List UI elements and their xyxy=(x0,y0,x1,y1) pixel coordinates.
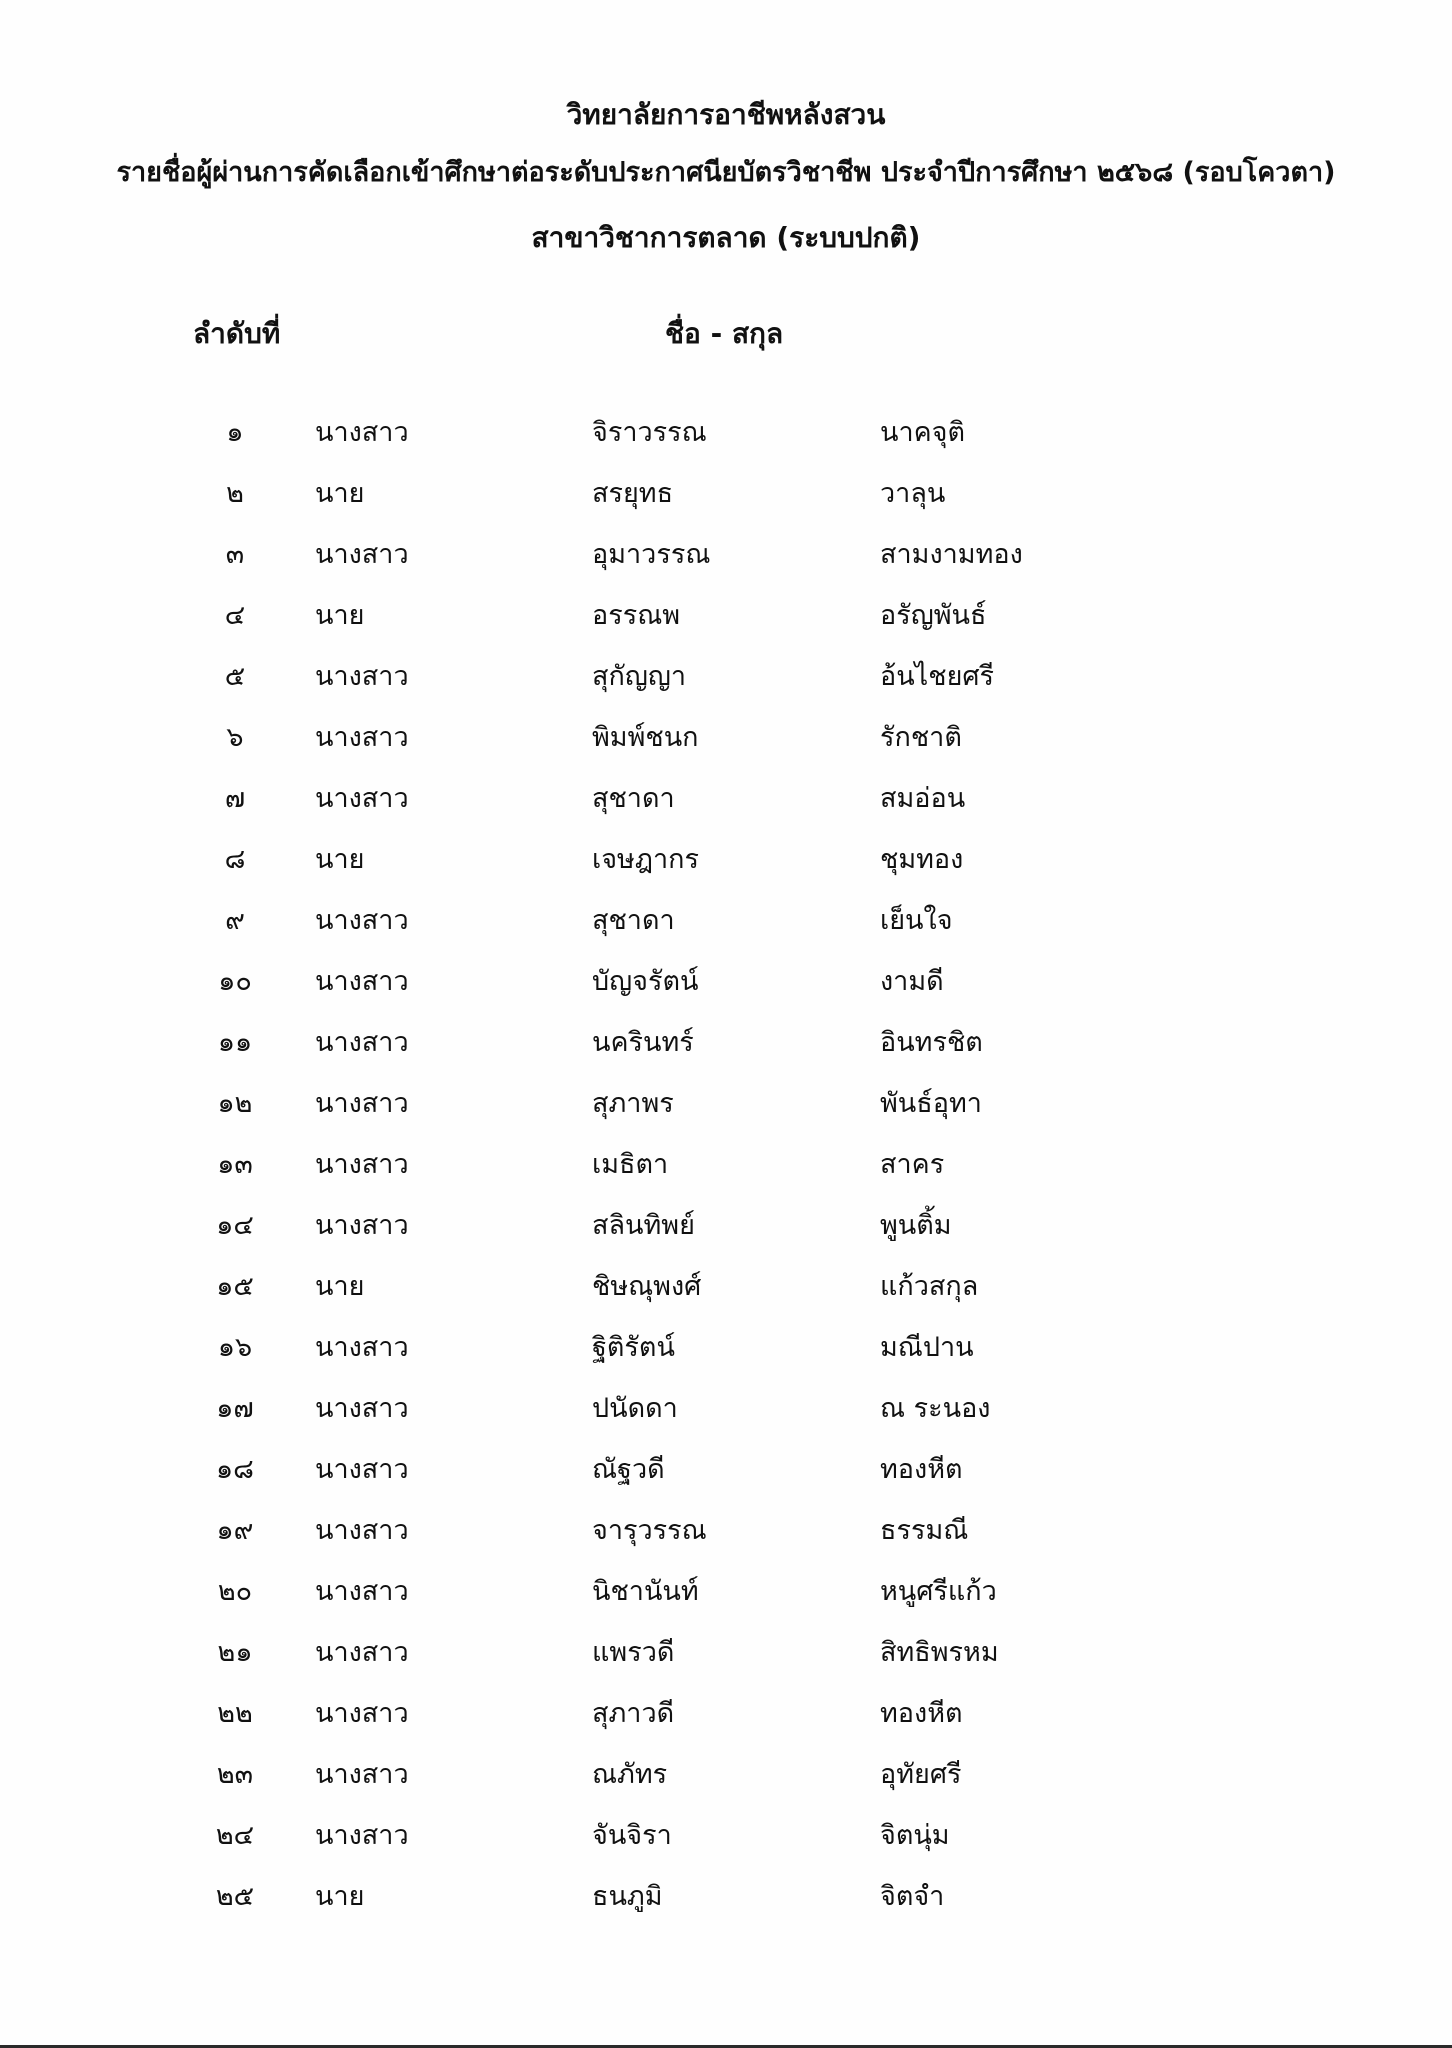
first-name: อุมาวรรณ xyxy=(592,539,711,570)
last-name: มณีปาน xyxy=(880,1332,974,1363)
row-number: ๗ xyxy=(224,783,246,814)
first-name: สุชาดา xyxy=(592,905,675,936)
first-name: นิชานันท์ xyxy=(592,1576,699,1607)
name-title: นางสาว xyxy=(315,722,409,753)
row-number: ๒๐ xyxy=(217,1576,253,1607)
name-title: นางสาว xyxy=(315,1332,409,1363)
first-name: เจษฎากร xyxy=(592,844,699,875)
row-number: ๑๒ xyxy=(217,1088,253,1119)
row-number: ๘ xyxy=(224,844,246,875)
name-title: นางสาว xyxy=(315,539,409,570)
name-title: นางสาว xyxy=(315,1088,409,1119)
table-row xyxy=(0,532,1452,593)
name-title: นางสาว xyxy=(315,1515,409,1546)
first-name: สลินทิพย์ xyxy=(592,1210,695,1241)
row-number: ๑๖ xyxy=(217,1332,253,1363)
row-number: ๒๒ xyxy=(217,1698,253,1729)
last-name: รักชาติ xyxy=(880,722,962,753)
row-number: ๒๑ xyxy=(217,1637,253,1668)
table-row xyxy=(0,1691,1452,1752)
first-name: ณัฐวดี xyxy=(592,1454,665,1485)
table-row xyxy=(0,1142,1452,1203)
first-name: ฐิติรัตน์ xyxy=(592,1332,675,1363)
name-title: นางสาว xyxy=(315,1820,409,1851)
first-name: จารุวรรณ xyxy=(592,1515,707,1546)
table-row xyxy=(0,1203,1452,1264)
announcement-title: รายชื่อผู้ผ่านการคัดเลือกเข้าศึกษาต่อระดับประกาศนียบัตรวิชาชีพ ประจำปีการศึกษา ๒๕๖๘ (รอบโควตา) xyxy=(116,157,1336,188)
first-name: นครินทร์ xyxy=(592,1027,694,1058)
table-row xyxy=(0,1020,1452,1081)
program-title: สาขาวิชาการตลาด (ระบบปกติ) xyxy=(531,221,921,254)
table-row xyxy=(0,1447,1452,1508)
name-title: นางสาว xyxy=(315,1149,409,1180)
last-name: ธรรมณี xyxy=(880,1515,969,1546)
name-title: นางสาว xyxy=(315,1576,409,1607)
last-name: อินทรชิต xyxy=(880,1027,983,1058)
first-name: สุภาวดี xyxy=(592,1698,675,1729)
row-number: ๑๗ xyxy=(216,1393,254,1424)
table-row xyxy=(0,1264,1452,1325)
last-name: พูนติ้ม xyxy=(880,1210,952,1241)
last-name: จิตนุ่ม xyxy=(880,1820,950,1851)
last-name: ทองหีต xyxy=(880,1454,963,1485)
name-title: นางสาว xyxy=(315,1759,409,1790)
name-title: นาย xyxy=(315,600,365,631)
last-name: ณ ระนอง xyxy=(880,1393,991,1424)
table-row xyxy=(0,1386,1452,1447)
last-name: จิตจำ xyxy=(880,1881,945,1912)
last-name: วาลุน xyxy=(880,478,946,509)
row-number: ๑๐ xyxy=(218,966,252,997)
table-row xyxy=(0,593,1452,654)
table-row xyxy=(0,1874,1452,1935)
last-name: งามดี xyxy=(880,966,944,997)
row-number: ๑๓ xyxy=(217,1149,253,1180)
first-name: จิราวรรณ xyxy=(592,417,707,448)
table-row xyxy=(0,1081,1452,1142)
name-title: นางสาว xyxy=(315,905,409,936)
first-name: บัญจรัตน์ xyxy=(592,966,699,997)
table-row xyxy=(0,471,1452,532)
last-name: อุทัยศรี xyxy=(880,1759,962,1790)
name-title: นางสาว xyxy=(315,1454,409,1485)
last-name: สาคร xyxy=(880,1149,945,1180)
first-name: ชิษณุพงศ์ xyxy=(592,1271,702,1302)
table-row xyxy=(0,1508,1452,1569)
table-row xyxy=(0,410,1452,471)
row-number: ๒๓ xyxy=(216,1759,254,1790)
last-name: นาคจุติ xyxy=(880,417,966,448)
first-name: จันจิรา xyxy=(592,1820,672,1851)
name-title: นาย xyxy=(315,844,365,875)
last-name: ชุมทอง xyxy=(880,844,964,875)
name-title: นางสาว xyxy=(315,417,409,448)
last-name: หนูศรีแก้ว xyxy=(880,1576,997,1607)
table-row xyxy=(0,715,1452,776)
name-title: นางสาว xyxy=(315,1637,409,1668)
name-title: นาย xyxy=(315,478,365,509)
row-number: ๑๑ xyxy=(217,1027,253,1058)
first-name: เมธิตา xyxy=(592,1149,669,1180)
first-name: สรยุทธ xyxy=(592,478,674,509)
row-number: ๒๕ xyxy=(215,1881,255,1912)
row-number: ๑ xyxy=(226,417,244,448)
table-row xyxy=(0,1325,1452,1386)
last-name: เย็นใจ xyxy=(880,905,953,936)
first-name: อรรณพ xyxy=(592,600,681,631)
row-number: ๑๕ xyxy=(216,1271,254,1302)
name-title: นางสาว xyxy=(315,1027,409,1058)
row-number: ๔ xyxy=(224,600,246,631)
last-name: พันธ์อุทา xyxy=(880,1088,982,1119)
row-number: ๓ xyxy=(225,539,245,570)
first-name: ปนัดดา xyxy=(592,1393,678,1424)
row-number: ๒๔ xyxy=(215,1820,255,1851)
name-title: นางสาว xyxy=(315,1393,409,1424)
last-name: แก้วสกุล xyxy=(880,1271,979,1302)
last-name: อรัญพันธ์ xyxy=(880,600,987,631)
order-column-header: ลำดับที่ xyxy=(193,317,281,350)
table-row xyxy=(0,837,1452,898)
name-title: นางสาว xyxy=(315,966,409,997)
table-row xyxy=(0,898,1452,959)
last-name: ทองหีต xyxy=(880,1698,963,1729)
first-name: สุชาดา xyxy=(592,783,675,814)
last-name: สามงามทอง xyxy=(880,539,1023,570)
student-list xyxy=(0,410,1452,1935)
last-name: สมอ่อน xyxy=(880,783,966,814)
row-number: ๑๙ xyxy=(216,1515,254,1546)
row-number: ๕ xyxy=(224,661,246,692)
name-title: นาย xyxy=(315,1271,365,1302)
table-row xyxy=(0,1813,1452,1874)
name-title: นางสาว xyxy=(315,1210,409,1241)
table-row xyxy=(0,776,1452,837)
last-name: สิทธิพรหม xyxy=(880,1637,999,1668)
name-column-header: ชื่อ - สกุล xyxy=(665,317,784,350)
institution-title: วิทยาลัยการอาชีพหลังสวน xyxy=(566,98,886,131)
row-number: ๑๘ xyxy=(216,1454,254,1485)
table-row xyxy=(0,959,1452,1020)
row-number: ๙ xyxy=(225,905,245,936)
last-name: อ้นไชยศรี xyxy=(880,661,995,692)
name-title: นางสาว xyxy=(315,661,409,692)
first-name: สุกัญญา xyxy=(592,661,686,692)
first-name: ธนภูมิ xyxy=(592,1881,663,1912)
table-row xyxy=(0,1569,1452,1630)
row-number: ๖ xyxy=(226,722,244,753)
first-name: แพรวดี xyxy=(592,1637,675,1668)
table-row xyxy=(0,654,1452,715)
row-number: ๑๔ xyxy=(216,1210,254,1241)
name-title: นางสาว xyxy=(315,783,409,814)
first-name: สุภาพร xyxy=(592,1088,674,1119)
table-row xyxy=(0,1752,1452,1813)
row-number: ๒ xyxy=(226,478,244,509)
name-title: นางสาว xyxy=(315,1698,409,1729)
first-name: พิมพ์ชนก xyxy=(592,722,699,753)
name-title: นาย xyxy=(315,1881,365,1912)
table-row xyxy=(0,1630,1452,1691)
first-name: ณภัทร xyxy=(592,1759,668,1790)
